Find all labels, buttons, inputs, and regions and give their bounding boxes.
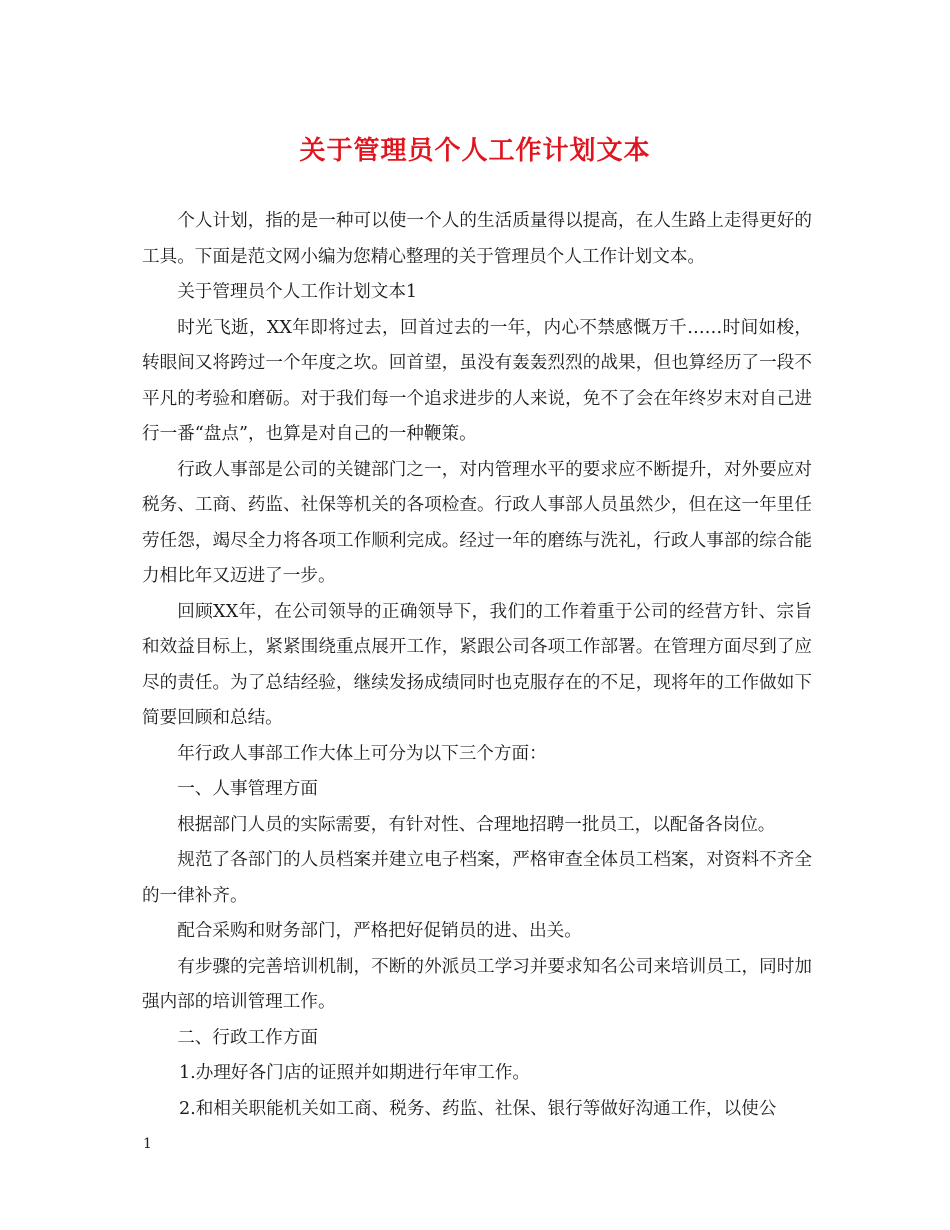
page-number: 1 [143,1136,152,1152]
list-item: 有步骤的完善培训机制，不断的外派员工学习并要求知名公司来培训员工，同时加强内部的培训管理工作。 [142,956,812,1012]
paragraph-section-heading: 关于管理员个人工作计划文本1 [177,282,418,302]
list-item: 根据部门人员的实际需要，有针对性、合理地招聘一批员工，以配备各岗位。 [177,814,776,835]
list-item: 2.和相关职能机关如工商、税务、药监、社保、银行等做好沟通工作，以使公 [178,1098,777,1119]
list-item: 规范了各部门的人员档案并建立电子档案，严格审查全体员工档案，对资料不齐全的一律补齐。 [142,850,812,906]
paragraph-intro: 个人计划，指的是一种可以使一个人的生活质量得以提高，在人生路上走得更好的工具。下面是范文网小编为您精心整理的关于管理员个人工作计划文本。 [142,211,812,267]
list-item: 配合采购和财务部门，严格把好促销员的进、出关。 [177,921,582,941]
paragraph-review: 时光飞逝，XX年即将过去，回首过去的一年，内心不禁感慨万千……时间如梭，转眼间又将跨过一个年度之坎。回首望，虽没有轰轰烈烈的战果，但也算经历了一段不平凡的考验和磨砺。对于我们每一个追求进步的人来说，免不了会在年终岁末对自己进行一番“盘点”，也算是对自己的一种鞭策。 [142,317,812,444]
paragraph-department: 行政人事部是公司的关键部门之一，对内管理水平的要求应不断提升，对外要应对税务、工商、药监、社保等机关的各项检查。行政人事部人员虽然少，但在这一年里任劳任怨，竭尽全力将各项工作顺利完成。经过一年的磨练与洗礼，行政人事部的综合能力相比年又迈进了一步。 [142,459,812,586]
paragraph-overview: 年行政人事部工作大体上可分为以下三个方面： [177,743,547,764]
document-title: 关于管理员个人工作计划文本 [299,136,651,166]
document-body [142,204,812,1127]
list-item: 1.办理好各门店的证照并如期进行年审工作。 [178,1063,531,1083]
heading-personnel: 一、人事管理方面 [177,779,318,799]
paragraph-retrospective: 回顾XX年，在公司领导的正确领导下，我们的工作着重于公司的经营方针、宗旨和效益目标上，紧紧围绕重点展开工作，紧跟公司各项工作部署。在管理方面尽到了应尽的责任。为了总结经验，继续发扬成绩同时也克服存在的不足，现将年的工作做如下简要回顾和总结。 [142,601,812,728]
heading-administration: 二、行政工作方面 [177,1027,318,1048]
